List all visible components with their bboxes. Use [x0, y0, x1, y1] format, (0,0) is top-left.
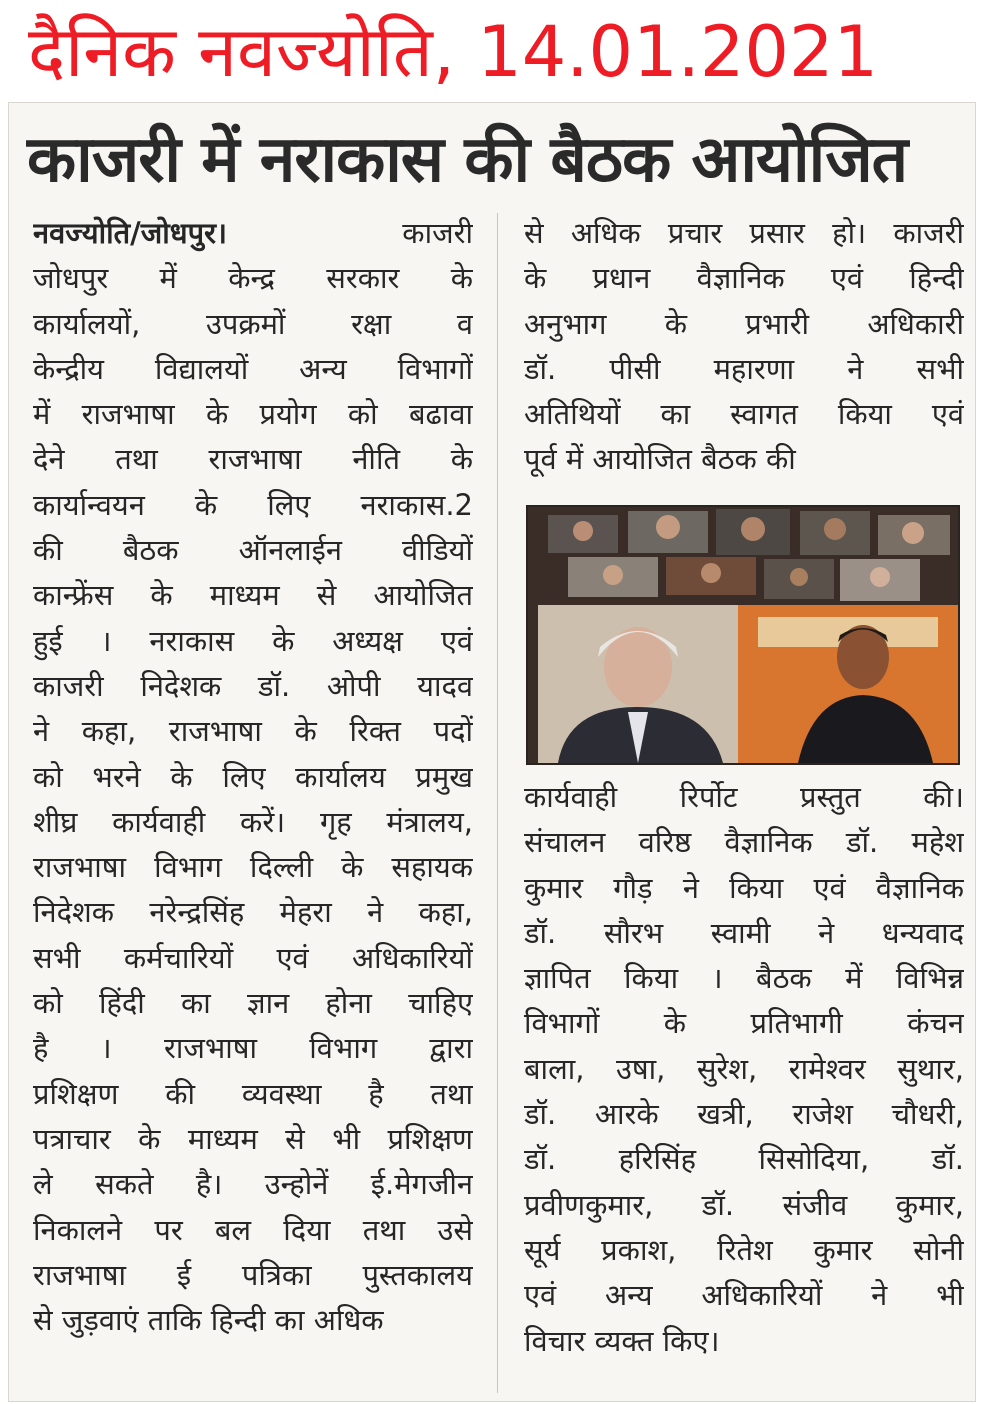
article-text-line: विचार व्यक्त किए। [524, 1323, 720, 1358]
article-text-line: निकालने पर बल दिया तथा उसे [33, 1212, 473, 1247]
article-text-line: पूर्व में आयोजित बैठक की [524, 442, 796, 477]
article-headline: काजरी में नराकास की बैठक आयोजित [27, 123, 908, 197]
article-text-line: राजभाषा विभाग दिल्ली के सहायक [33, 850, 473, 885]
article-text-line: ने कहा, राजभाषा के रिक्त पदों [33, 714, 473, 749]
article-left-column [33, 211, 473, 1343]
article-text-line: डॉ. सौरभ स्वामी ने धन्यवाद [524, 915, 964, 950]
article-text-line: के प्रधान वैज्ञानिक एवं हिन्दी [524, 261, 964, 296]
article-text-line: अनुभाग के प्रभारी अधिकारी [524, 306, 964, 341]
article-text-line: डॉ. हरिसिंह सिसोदिया, डॉ. [524, 1142, 964, 1177]
article-text-line: सूर्य प्रकाश, रितेश कुमार सोनी [524, 1232, 964, 1267]
article-text-line: अतिथियों का स्वागत किया एवं [524, 397, 964, 432]
masthead-title: दैनिक नवज्योति, 14.01.2021 [28, 11, 879, 93]
article-text-line: को हिंदी का ज्ञान होना चाहिए [33, 986, 473, 1021]
article-text-line: प्रशिक्षण की व्यवस्था है तथा [33, 1076, 473, 1111]
article-text-line: कार्यवाही रिर्पोट प्रस्तुत की। [524, 780, 964, 814]
meeting-screenshot-image [528, 507, 958, 763]
article-text-line: में राजभाषा के प्रयोग को बढावा [33, 397, 473, 432]
article-text-line: राजभाषा ई पत्रिका पुस्तकालय [33, 1257, 473, 1292]
article-text-line: संचालन वरिष्ठ वैज्ञानिक डॉ. महेश [524, 825, 964, 860]
article-text-line [33, 211, 473, 256]
article-text-line: की बैठक ऑनलाईन वीडियों [33, 533, 473, 568]
article-text-line: बाला, उषा, सुरेश, रामेश्वर सुथार, [524, 1051, 964, 1086]
dateline: नवज्योति/जोधपुर। [33, 216, 227, 250]
article-text-line: काजरी निदेशक डॉ. ओपी यादव [33, 668, 473, 703]
article-text-line: डॉ. पीसी महारणा ने सभी [524, 351, 964, 386]
article-text-line: कार्यालयों, उपक्रमों रक्षा व [33, 306, 473, 341]
article-text-line: है । राजभाषा विभाग द्वारा [33, 1031, 473, 1066]
article-text-line: कुमार गौड़ ने किया एवं वैज्ञानिक [524, 870, 964, 905]
article-text-line: एवं अन्य अधिकारियों ने भी [524, 1278, 964, 1313]
newspaper-clipping [8, 102, 976, 1402]
article-text-line: सभी कर्मचारियों एवं अधिकारियों [33, 940, 473, 975]
column-divider [497, 213, 498, 1393]
article-text-line: विभागों के प्रतिभागी कंचन [524, 1006, 964, 1041]
article-text-line: कार्यान्वयन के लिए नराकास.2 [33, 487, 473, 522]
article-text-line: केन्द्रीय विद्यालयों अन्य विभागों [33, 351, 473, 386]
article-text-line: को भरने के लिए कार्यालय प्रमुख [33, 759, 473, 794]
article-text: काजरी [226, 216, 473, 250]
article-text-line: जोधपुर में केन्द्र सरकार के [33, 261, 473, 296]
article-text-line: हुई । नराकास के अध्यक्ष एवं [33, 623, 473, 658]
article-text-line: डॉ. आरके खत्री, राजेश चौधरी, [524, 1097, 964, 1132]
article-text-line: निदेशक नरेन्द्रसिंह मेहरा ने कहा, [33, 895, 473, 930]
article-text-line: से अधिक प्रचार प्रसार हो। काजरी [524, 216, 964, 250]
article-text-line: से जुड़वाएं ताकि हिन्दी का अधिक [33, 1303, 384, 1338]
article-text-line: ले सकते है। उन्होनें ई.मेगजीन [33, 1167, 473, 1202]
article-text-line: पत्राचार के माध्यम से भी प्रशिक्षण [33, 1121, 473, 1156]
article-text-line: ज्ञापित किया । बैठक में विभिन्न [524, 961, 964, 996]
article-text-line: कान्फ्रेंस के माध्यम से आयोजित [33, 578, 473, 613]
article-right-column-top [524, 211, 964, 483]
article-text-line: देने तथा राजभाषा नीति के [33, 442, 473, 477]
video-conference-photo [526, 505, 960, 765]
article-right-column-bottom [524, 775, 964, 1364]
article-text-line: प्रवीणकुमार, डॉ. संजीव कुमार, [524, 1187, 964, 1222]
article-text-line: शीघ्र कार्यवाही करें। गृह मंत्रालय, [33, 804, 473, 839]
